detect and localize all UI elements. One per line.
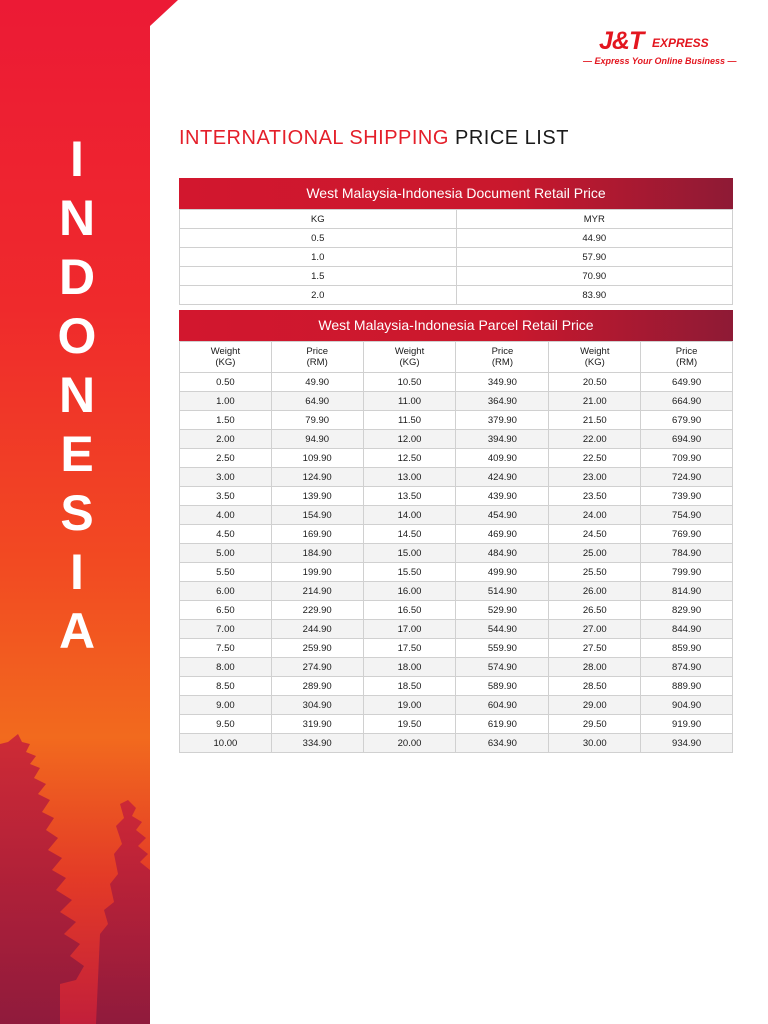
price-cell: 334.90 — [271, 734, 363, 753]
table-row — [180, 411, 733, 430]
weight-cell: 18.50 — [363, 677, 456, 696]
weight-cell: 6.00 — [180, 582, 272, 601]
price-cell: 739.90 — [641, 487, 733, 506]
weight-cell: 27.50 — [549, 639, 641, 658]
jt-express-logo — [583, 27, 743, 71]
table-row — [180, 544, 733, 563]
table-row — [180, 677, 733, 696]
price-cell: 754.90 — [641, 506, 733, 525]
weight-cell: 28.00 — [549, 658, 641, 677]
parcel-table-title: West Malaysia-Indonesia Parcel Retail Price — [179, 310, 733, 341]
weight-cell: 15.50 — [363, 563, 456, 582]
header-unit: (RM) — [676, 357, 698, 368]
header-label: Weight — [580, 346, 610, 357]
table-header-row — [180, 342, 733, 373]
column-header-price — [271, 342, 363, 373]
price-cell: 784.90 — [641, 544, 733, 563]
weight-cell: 2.00 — [180, 430, 272, 449]
table-row — [180, 506, 733, 525]
price-cell: 919.90 — [641, 715, 733, 734]
country-letter: I — [70, 544, 84, 600]
price-cell: 424.90 — [456, 468, 549, 487]
price-cell: 154.90 — [271, 506, 363, 525]
table-row — [180, 563, 733, 582]
parcel-price-table — [179, 341, 733, 753]
price-cell: 859.90 — [641, 639, 733, 658]
country-letter: O — [57, 308, 97, 364]
column-header-weight — [549, 342, 641, 373]
table-row — [180, 639, 733, 658]
weight-cell: 3.00 — [180, 468, 272, 487]
table-row — [180, 601, 733, 620]
weight-cell: 9.50 — [180, 715, 272, 734]
weight-cell: 30.00 — [549, 734, 641, 753]
table-row — [180, 525, 733, 544]
weight-cell: 18.00 — [363, 658, 456, 677]
weight-cell: 7.50 — [180, 639, 272, 658]
price-cell: 79.90 — [271, 411, 363, 430]
weight-cell: 9.00 — [180, 696, 272, 715]
price-cell: 214.90 — [271, 582, 363, 601]
table-row — [180, 620, 733, 639]
weight-cell: 25.00 — [549, 544, 641, 563]
price-cell: 649.90 — [641, 373, 733, 392]
weight-cell: 1.0 — [180, 248, 457, 267]
price-cell: 83.90 — [456, 286, 733, 305]
price-cell: 619.90 — [456, 715, 549, 734]
weight-cell: 19.50 — [363, 715, 456, 734]
weight-cell: 15.00 — [363, 544, 456, 563]
price-cell: 769.90 — [641, 525, 733, 544]
table-row — [180, 487, 733, 506]
price-cell: 304.90 — [271, 696, 363, 715]
price-cell: 544.90 — [456, 620, 549, 639]
country-letter: N — [58, 367, 96, 423]
table-row — [180, 430, 733, 449]
price-cell: 229.90 — [271, 601, 363, 620]
price-cell: 364.90 — [456, 392, 549, 411]
document-price-table — [179, 209, 733, 305]
price-cell: 439.90 — [456, 487, 549, 506]
price-cell: 679.90 — [641, 411, 733, 430]
weight-cell: 24.00 — [549, 506, 641, 525]
weight-cell: 29.00 — [549, 696, 641, 715]
weight-cell: 4.50 — [180, 525, 272, 544]
weight-cell: 0.50 — [180, 373, 272, 392]
price-cell: 64.90 — [271, 392, 363, 411]
country-letter: E — [60, 426, 94, 482]
country-letter: S — [60, 485, 94, 541]
table-header-row — [180, 210, 733, 229]
weight-cell: 26.50 — [549, 601, 641, 620]
weight-cell: 10.00 — [180, 734, 272, 753]
weight-cell: 3.50 — [180, 487, 272, 506]
price-cell: 57.90 — [456, 248, 733, 267]
weight-cell: 11.50 — [363, 411, 456, 430]
sidebar-fold — [150, 0, 178, 26]
weight-cell: 21.50 — [549, 411, 641, 430]
weight-cell: 7.00 — [180, 620, 272, 639]
price-cell: 94.90 — [271, 430, 363, 449]
weight-cell: 28.50 — [549, 677, 641, 696]
document-table-title: West Malaysia-Indonesia Document Retail Price — [179, 178, 733, 209]
price-cell: 799.90 — [641, 563, 733, 582]
price-cell: 274.90 — [271, 658, 363, 677]
price-cell: 874.90 — [641, 658, 733, 677]
header-label: Weight — [394, 346, 425, 357]
sidebar-banner — [0, 0, 150, 1024]
table-row — [180, 267, 733, 286]
weight-cell: 26.00 — [549, 582, 641, 601]
price-cell: 724.90 — [641, 468, 733, 487]
header-label: Price — [491, 346, 514, 357]
header-unit: (KG) — [215, 357, 236, 368]
weight-cell: 20.00 — [363, 734, 456, 753]
price-cell: 889.90 — [641, 677, 733, 696]
weight-cell: 5.50 — [180, 563, 272, 582]
price-cell: 409.90 — [456, 449, 549, 468]
price-cell: 454.90 — [456, 506, 549, 525]
weight-cell: 24.50 — [549, 525, 641, 544]
table-row — [180, 248, 733, 267]
column-header-price — [641, 342, 733, 373]
weight-cell: 2.0 — [180, 286, 457, 305]
table-row — [180, 658, 733, 677]
weight-cell: 16.50 — [363, 601, 456, 620]
weight-cell: 14.50 — [363, 525, 456, 544]
price-cell: 109.90 — [271, 449, 363, 468]
weight-cell: 23.00 — [549, 468, 641, 487]
price-cell: 814.90 — [641, 582, 733, 601]
price-cell: 289.90 — [271, 677, 363, 696]
table-row — [180, 449, 733, 468]
table-row — [180, 696, 733, 715]
temple-silhouette-icon — [0, 734, 150, 1024]
weight-cell: 13.50 — [363, 487, 456, 506]
table-row — [180, 373, 733, 392]
weight-cell: 1.50 — [180, 411, 272, 430]
header-unit: (RM) — [491, 357, 513, 368]
price-cell: 934.90 — [641, 734, 733, 753]
price-cell: 349.90 — [456, 373, 549, 392]
price-cell: 394.90 — [456, 430, 549, 449]
weight-cell: 8.00 — [180, 658, 272, 677]
price-cell: 469.90 — [456, 525, 549, 544]
table-row — [180, 468, 733, 487]
table-row — [180, 734, 733, 753]
price-cell: 379.90 — [456, 411, 549, 430]
price-cell: 70.90 — [456, 267, 733, 286]
column-header-price — [456, 342, 549, 373]
weight-cell: 27.00 — [549, 620, 641, 639]
price-cell: 124.90 — [271, 468, 363, 487]
country-name-vertical — [42, 130, 112, 661]
column-header-weight — [363, 342, 456, 373]
header-label: Weight — [210, 346, 241, 357]
table-row — [180, 229, 733, 248]
weight-cell: 10.50 — [363, 373, 456, 392]
logo-tagline: — Express Your Online Business — — [583, 56, 737, 66]
table-row — [180, 286, 733, 305]
country-letter: D — [58, 249, 96, 305]
price-cell: 709.90 — [641, 449, 733, 468]
price-cell: 484.90 — [456, 544, 549, 563]
price-cell: 259.90 — [271, 639, 363, 658]
weight-cell: 29.50 — [549, 715, 641, 734]
weight-cell: 22.50 — [549, 449, 641, 468]
price-cell: 529.90 — [456, 601, 549, 620]
header-unit: (KG) — [584, 357, 605, 368]
price-cell: 169.90 — [271, 525, 363, 544]
weight-cell: 19.00 — [363, 696, 456, 715]
price-cell: 49.90 — [271, 373, 363, 392]
price-cell: 244.90 — [271, 620, 363, 639]
weight-cell: 0.5 — [180, 229, 457, 248]
header-unit: (RM) — [306, 357, 328, 368]
price-cell: 184.90 — [271, 544, 363, 563]
weight-cell: 16.00 — [363, 582, 456, 601]
table-row — [180, 582, 733, 601]
country-letter: I — [70, 131, 84, 187]
weight-cell: 12.50 — [363, 449, 456, 468]
price-cell: 829.90 — [641, 601, 733, 620]
weight-cell: 1.00 — [180, 392, 272, 411]
weight-cell: 17.00 — [363, 620, 456, 639]
header-label: Price — [675, 346, 698, 357]
weight-cell: 20.50 — [549, 373, 641, 392]
price-cell: 139.90 — [271, 487, 363, 506]
header-unit: (KG) — [399, 357, 420, 368]
price-cell: 904.90 — [641, 696, 733, 715]
price-cell: 664.90 — [641, 392, 733, 411]
weight-cell: 4.00 — [180, 506, 272, 525]
weight-cell: 6.50 — [180, 601, 272, 620]
price-cell: 514.90 — [456, 582, 549, 601]
weight-cell: 14.00 — [363, 506, 456, 525]
weight-cell: 21.00 — [549, 392, 641, 411]
page-title — [179, 127, 569, 150]
country-letter: A — [58, 603, 96, 659]
price-cell: 559.90 — [456, 639, 549, 658]
price-cell: 574.90 — [456, 658, 549, 677]
price-cell: 319.90 — [271, 715, 363, 734]
weight-cell: 8.50 — [180, 677, 272, 696]
weight-cell: 13.00 — [363, 468, 456, 487]
price-cell: 499.90 — [456, 563, 549, 582]
price-cell: 844.90 — [641, 620, 733, 639]
weight-cell: 5.00 — [180, 544, 272, 563]
logo-word: EXPRESS — [652, 36, 709, 50]
logo-mark: J&T — [599, 27, 644, 55]
weight-cell: 1.5 — [180, 267, 457, 286]
page-title-accent: INTERNATIONAL SHIPPING — [179, 127, 449, 149]
weight-cell: 23.50 — [549, 487, 641, 506]
weight-cell: 17.50 — [363, 639, 456, 658]
column-header-weight — [180, 342, 272, 373]
column-header-kg: KG — [180, 210, 457, 229]
price-cell: 604.90 — [456, 696, 549, 715]
weight-cell: 12.00 — [363, 430, 456, 449]
table-row — [180, 715, 733, 734]
weight-cell: 22.00 — [549, 430, 641, 449]
country-letter: N — [58, 190, 96, 246]
price-cell: 694.90 — [641, 430, 733, 449]
column-header-myr: MYR — [456, 210, 733, 229]
price-cell: 589.90 — [456, 677, 549, 696]
price-cell: 199.90 — [271, 563, 363, 582]
price-cell: 44.90 — [456, 229, 733, 248]
page-title-rest: PRICE LIST — [455, 127, 569, 149]
header-label: Price — [306, 346, 329, 357]
price-cell: 634.90 — [456, 734, 549, 753]
weight-cell: 11.00 — [363, 392, 456, 411]
weight-cell: 25.50 — [549, 563, 641, 582]
table-row — [180, 392, 733, 411]
weight-cell: 2.50 — [180, 449, 272, 468]
